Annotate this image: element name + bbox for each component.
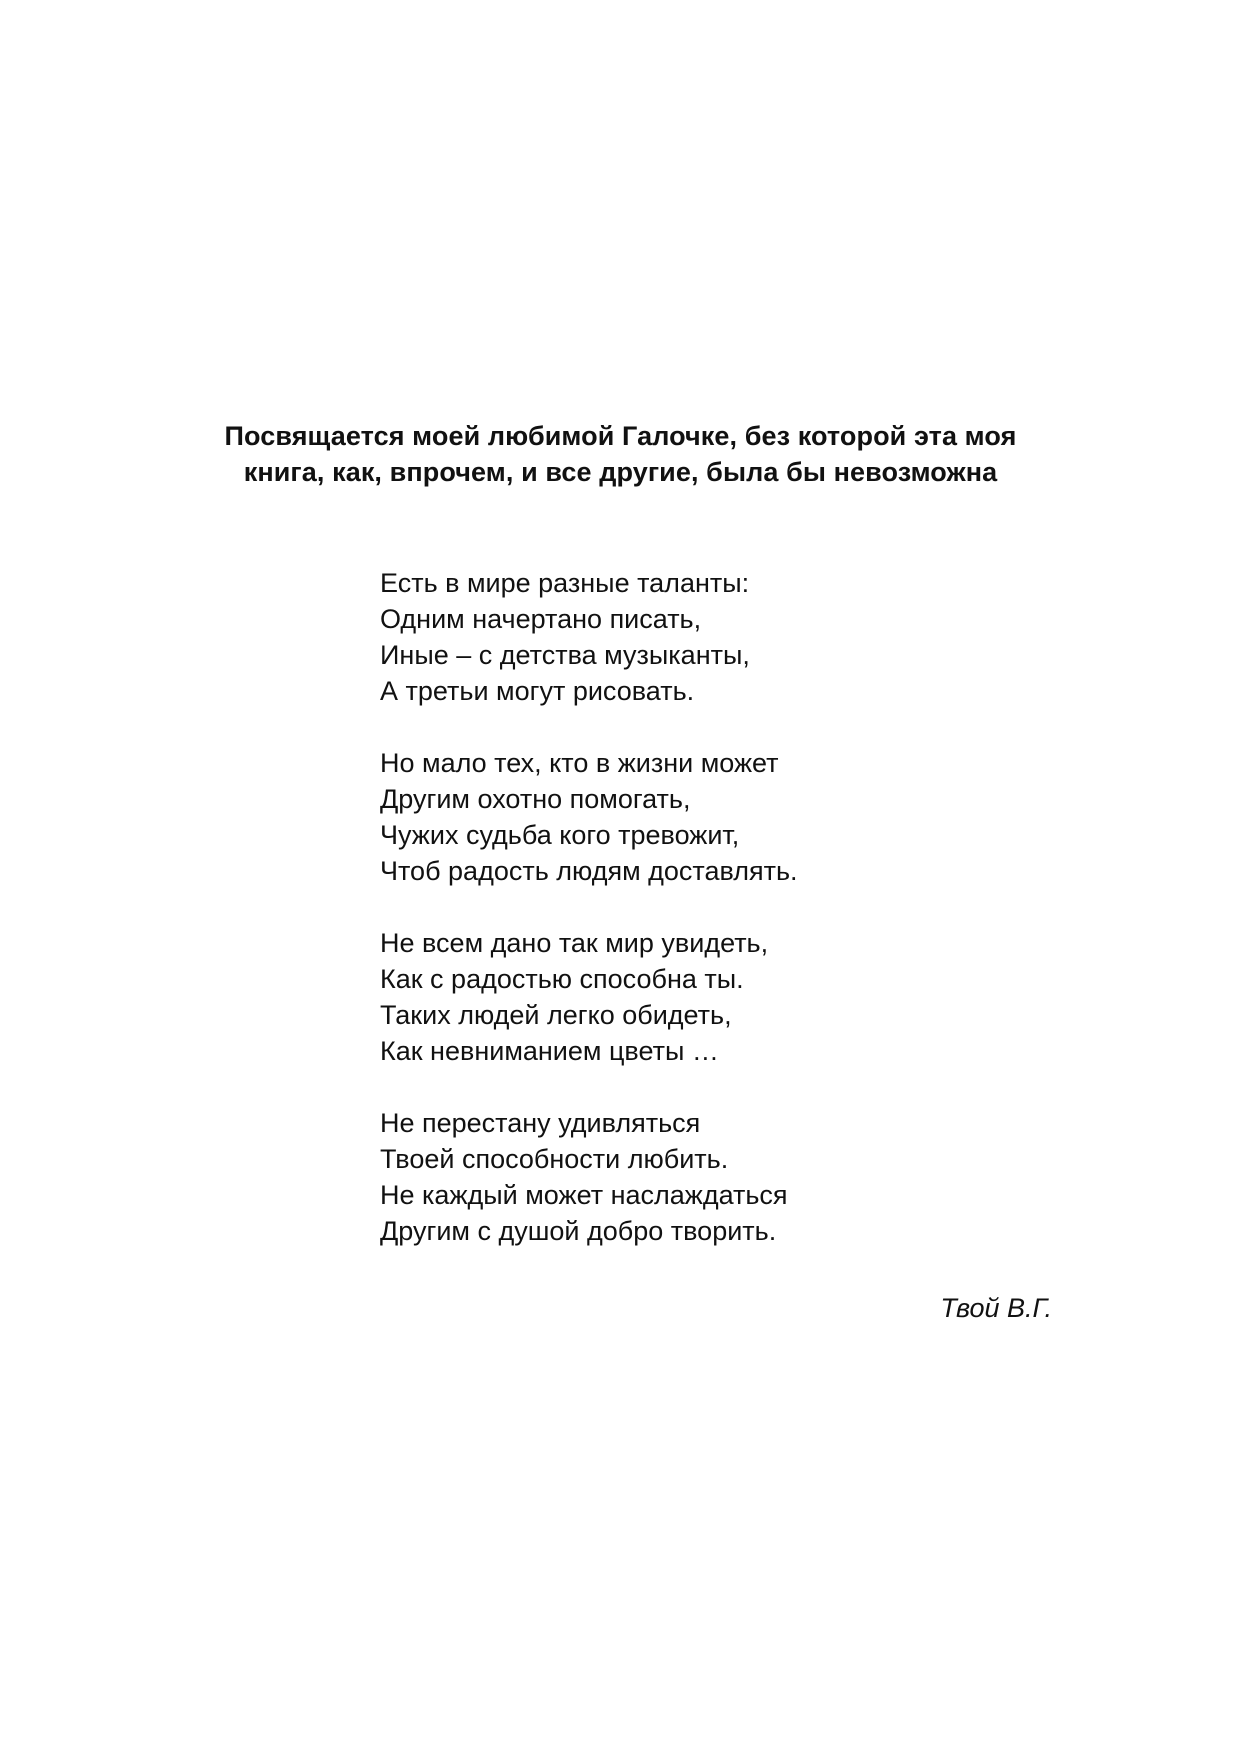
poem-line: Не перестану удивляться: [380, 1108, 701, 1138]
poem-line: Но мало тех, кто в жизни может: [380, 748, 779, 778]
poem-stanza: [380, 1105, 1080, 1249]
poem-line: Есть в мире разные таланты:: [380, 568, 750, 598]
poem-line: Как невниманием цветы …: [380, 1036, 719, 1066]
poem-line: Чужих судьба кого тревожит,: [380, 820, 740, 850]
poem-line: Не всем дано так мир увидеть,: [380, 928, 769, 958]
dedication-line: Посвящается моей любимой Галочке, без которой эта моя: [224, 421, 1017, 451]
poem-line: Другим с душой добро творить.: [380, 1216, 777, 1246]
poem: [380, 565, 1080, 1285]
poem-line: Не каждый может наслаждаться: [380, 1180, 788, 1210]
poem-line: Одним начертано писать,: [380, 604, 702, 634]
signature: Твой В.Г.: [940, 1293, 1052, 1323]
poem-line: Таких людей легко обидеть,: [380, 1000, 732, 1030]
poem-stanza: [380, 565, 1080, 709]
poem-stanza: [380, 925, 1080, 1069]
poem-line: Твоей способности любить.: [380, 1144, 729, 1174]
poem-stanza: [380, 745, 1080, 889]
poem-line: Чтоб радость людям доставлять.: [380, 856, 798, 886]
poem-line: Другим охотно помогать,: [380, 784, 691, 814]
poem-line: Иные – с детства музыканты,: [380, 640, 750, 670]
poem-line: Как с радостью способна ты.: [380, 964, 744, 994]
poem-line: А третьи могут рисовать.: [380, 676, 695, 706]
dedication: [0, 418, 1241, 490]
dedication-line: книга, как, впрочем, и все другие, была бы невозможна: [243, 457, 998, 487]
